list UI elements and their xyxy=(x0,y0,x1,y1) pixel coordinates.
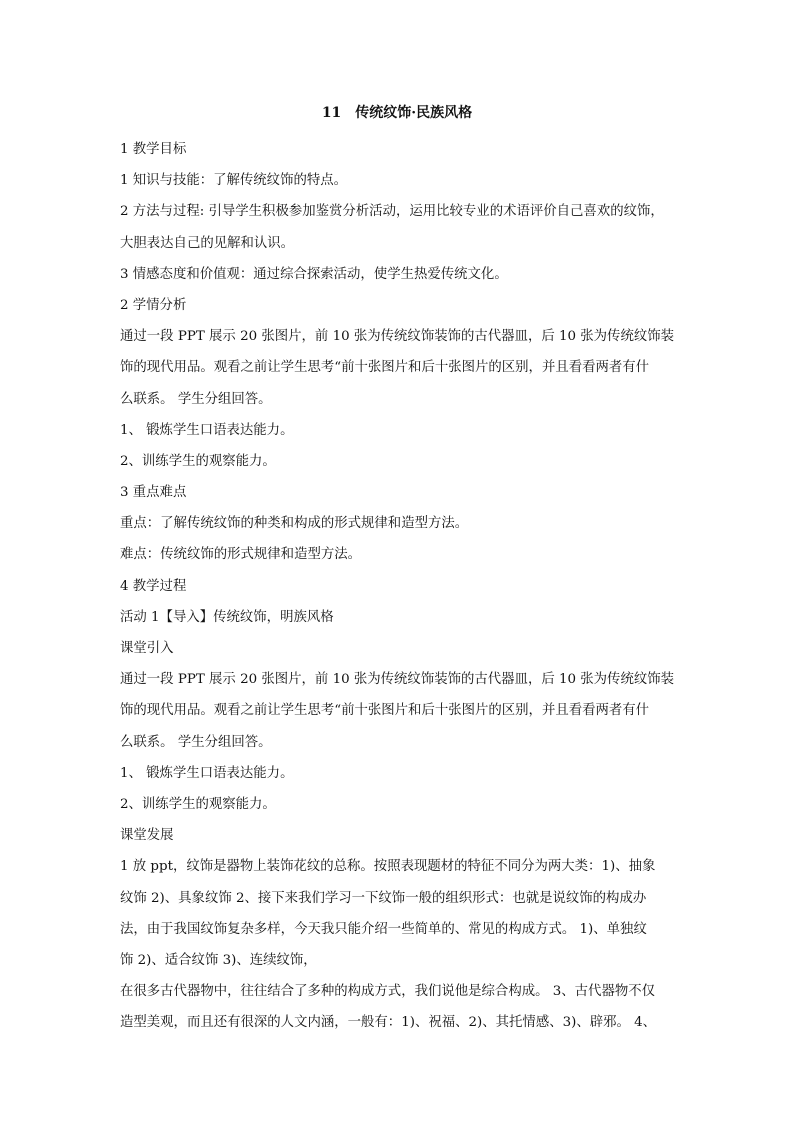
paragraph-line: 在很多古代器物中，往往结合了多种的构成方式，我们说他是综合构成。 3、古代器物不仅 xyxy=(120,984,656,1000)
document-title xyxy=(120,102,674,122)
subsection-heading: 课堂引入 xyxy=(120,641,174,656)
paragraph-line: 饰的现代用品。观看之前让学生思考“前十张图片和后十张图片的区别，并且看看两者有什 xyxy=(120,703,650,719)
paragraph-line: 通过一段 PPT 展示 20 张图片，前 10 张为传统纹饰装饰的古代器皿，后 10 张为传统纹饰装 xyxy=(120,329,675,345)
paragraph-line: 难点：传统纹饰的形式规律和造型方法。 xyxy=(120,547,362,563)
title-text: 传统纹饰·民族风格 xyxy=(355,105,473,121)
subsection-heading: 课堂发展 xyxy=(120,828,174,844)
paragraph-line: 么联系。 学生分组回答。 xyxy=(120,391,272,407)
list-item: 1、 锻炼学生口语表达能力。 xyxy=(120,422,294,438)
paragraph-line: 1 教学目标 xyxy=(120,142,187,157)
list-item: 2、训练学生的观察能力。 xyxy=(120,453,276,469)
paragraph-line: 2 方法与过程: 引导学生积极参加鉴赏分析活动，运用比较专业的术语评价自己喜欢的纹饰， xyxy=(120,204,664,220)
paragraph-line: 法，由于我国纹饰复杂多样，今天我只能介绍一些简单的、常见的构成方式。 1)、单独纹 xyxy=(120,921,647,937)
activity-heading: 活动 1【导入】传统纹饰，明族风格 xyxy=(120,609,334,625)
paragraph-line: 1 知识与技能：了解传统纹饰的特点。 xyxy=(120,173,348,189)
paragraph-line: 么联系。 学生分组回答。 xyxy=(120,734,272,750)
paragraph-line: 1 放 ppt，纹饰是器物上装饰花纹的总称。按照表现题材的特征不同分为两大类：1)、抽象 xyxy=(120,859,656,875)
paragraph-line: 造型美观，而且还有很深的人文内涵，一般有：1)、祝福、2)、其托情感、3)、辟邪。 4、 xyxy=(120,1015,657,1031)
title-number: 11 xyxy=(321,105,342,121)
paragraph-line: 饰 2)、适合纹饰 3)、连续纹饰， xyxy=(120,952,317,968)
section-heading: 3 重点难点 xyxy=(120,485,187,501)
section-heading: 4 教学过程 xyxy=(120,578,187,594)
document-body xyxy=(120,134,676,1038)
paragraph-line: 重点：了解传统纹饰的种类和构成的形式规律和造型方法。 xyxy=(120,516,469,532)
paragraph-line: 纹饰 2)、具象纹饰 2、接下来我们学习一下纹饰一般的组织形式：也就是说纹饰的构成办 xyxy=(120,890,647,906)
paragraph-line: 饰的现代用品。观看之前让学生思考“前十张图片和后十张图片的区别，并且看看两者有什 xyxy=(120,360,650,376)
list-item: 1、 锻炼学生口语表达能力。 xyxy=(120,765,294,781)
list-item: 2、训练学生的观察能力。 xyxy=(120,796,276,812)
section-heading: 2 学情分析 xyxy=(120,297,187,313)
paragraph-line: 通过一段 PPT 展示 20 张图片，前 10 张为传统纹饰装饰的古代器皿，后 10 张为传统纹饰装 xyxy=(120,672,675,688)
paragraph-line: 3 情感态度和价值观：通过综合探索活动，使学生热爱传统文化。 xyxy=(120,266,508,282)
paragraph-line: 大胆表达自己的见解和认识。 xyxy=(120,235,295,251)
